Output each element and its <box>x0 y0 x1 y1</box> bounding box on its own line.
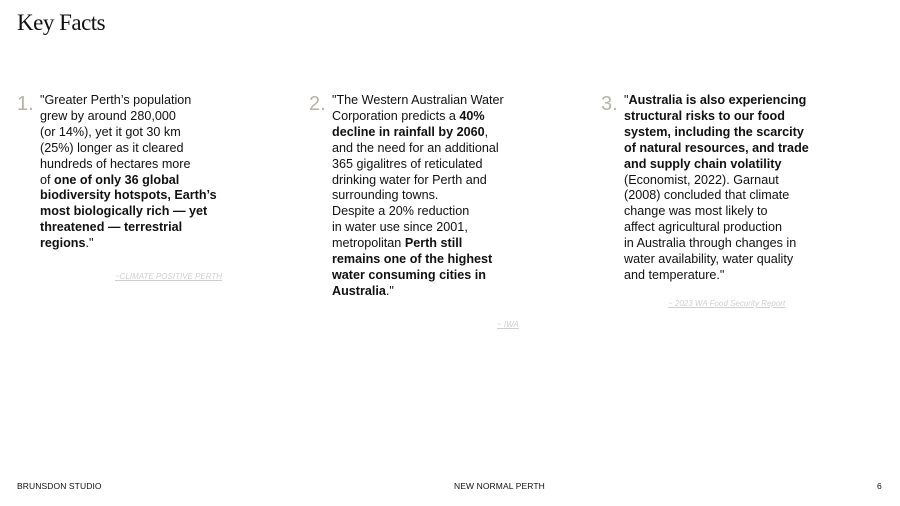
quote-line <box>624 157 809 173</box>
page-number: 6 <box>877 481 882 491</box>
quote-line <box>40 220 217 236</box>
quote-line <box>332 204 504 220</box>
quote-line <box>40 236 217 252</box>
quote-line <box>332 109 504 125</box>
quote-line <box>332 252 504 268</box>
quote-text: "Greater Perth’s population <box>40 93 192 107</box>
quote-emphasis: biodiversity hotspots, Earth’s <box>40 188 217 203</box>
quote-line <box>332 220 504 236</box>
quote-emphasis: most biologically rich — yet <box>40 204 208 219</box>
quote-text: surrounding towns. <box>332 188 439 203</box>
quote-emphasis: Perth still <box>404 236 463 251</box>
quote-text: water availability, water quality <box>624 252 794 267</box>
quote-text: (25%) longer as it cleared <box>40 140 184 155</box>
quote-line <box>332 93 504 109</box>
quote-text: 365 gigalitres of reticulated <box>332 156 483 171</box>
quote-text: (2008) concluded that climate <box>624 188 790 203</box>
quote-text: in water use since 2001, <box>332 220 468 235</box>
quote-text: (or 14%), yet it got 30 km <box>40 124 181 139</box>
quote-emphasis: system, including the scarcity <box>624 124 804 139</box>
quote-line <box>40 141 217 157</box>
quote-line <box>40 125 217 141</box>
quote-text: " <box>624 93 629 107</box>
quote-text: grew by around 280,000 <box>40 108 176 123</box>
quote-emphasis: water consuming cities in <box>332 267 486 282</box>
fact-quote <box>624 93 809 284</box>
fact-source-link[interactable]: ~ 2023 WA Food Security Report <box>668 299 786 308</box>
quote-emphasis: of natural resources, and trade <box>624 140 809 155</box>
page-title: Key Facts <box>17 10 106 35</box>
fact-number: 3. <box>601 93 618 115</box>
footer-studio-name: BRUNSDON STUDIO <box>17 481 102 491</box>
quote-emphasis: Australia <box>332 283 386 298</box>
quote-line <box>624 236 809 252</box>
quote-text: change was most likely to <box>624 204 768 219</box>
quote-line <box>624 204 809 220</box>
quote-line <box>624 220 809 236</box>
quote-text: (Economist, 2022). Garnaut <box>624 172 779 187</box>
quote-line <box>332 284 504 300</box>
quote-text: , <box>484 124 489 139</box>
quote-emphasis: regions <box>40 236 86 251</box>
quote-line <box>40 204 217 220</box>
quote-emphasis: threatened — terrestrial <box>40 220 183 235</box>
fact-quote <box>332 93 504 300</box>
quote-text: drinking water for Perth and <box>332 172 487 187</box>
quote-emphasis: structural risks to our food <box>624 108 785 123</box>
fact-source-link[interactable]: ~CLIMATE POSITIVE PERTH <box>115 272 223 281</box>
quote-emphasis: and supply chain volatility <box>624 156 782 171</box>
quote-emphasis: decline in rainfall by 2060 <box>332 124 485 139</box>
quote-text: ." <box>385 283 394 298</box>
quote-emphasis: one of only 36 global <box>54 172 180 187</box>
quote-line <box>40 188 217 204</box>
quote-line <box>624 268 809 284</box>
quote-line <box>624 93 809 109</box>
quote-line <box>332 173 504 189</box>
quote-emphasis: Australia is also experiencing <box>628 93 807 107</box>
quote-text: Despite a 20% reduction <box>332 204 470 219</box>
quote-text: and temperature." <box>624 267 725 282</box>
fact-number: 1. <box>17 93 34 115</box>
fact-source-link[interactable]: ~ IWA <box>497 320 519 329</box>
quote-line <box>624 188 809 204</box>
quote-line <box>624 173 809 189</box>
quote-line <box>332 157 504 173</box>
quote-line <box>40 173 217 189</box>
quote-text: affect agricultural production <box>624 220 782 235</box>
quote-text: in Australia through changes in <box>624 236 797 251</box>
quote-line <box>624 141 809 157</box>
quote-text: Corporation predicts a <box>332 108 460 123</box>
quote-emphasis: remains one of the highest <box>332 252 493 267</box>
quote-line <box>624 252 809 268</box>
footer-project-name: NEW NORMAL PERTH <box>454 481 545 491</box>
quote-line <box>624 125 809 141</box>
quote-text: "The Western Australian Water <box>332 93 504 107</box>
quote-line <box>40 157 217 173</box>
quote-line <box>40 109 217 125</box>
quote-line <box>332 141 504 157</box>
quote-text: hundreds of hectares more <box>40 156 191 171</box>
quote-text: of <box>40 172 55 187</box>
quote-text: metropolitan <box>332 236 405 251</box>
quote-text: ." <box>85 236 94 251</box>
fact-number: 2. <box>309 93 326 115</box>
quote-line <box>332 268 504 284</box>
fact-quote <box>40 93 217 252</box>
quote-line <box>332 236 504 252</box>
quote-line <box>624 109 809 125</box>
quote-text: and the need for an additional <box>332 140 499 155</box>
quote-emphasis: 40% <box>459 108 485 123</box>
quote-line <box>332 188 504 204</box>
quote-line <box>40 93 217 109</box>
quote-line <box>332 125 504 141</box>
